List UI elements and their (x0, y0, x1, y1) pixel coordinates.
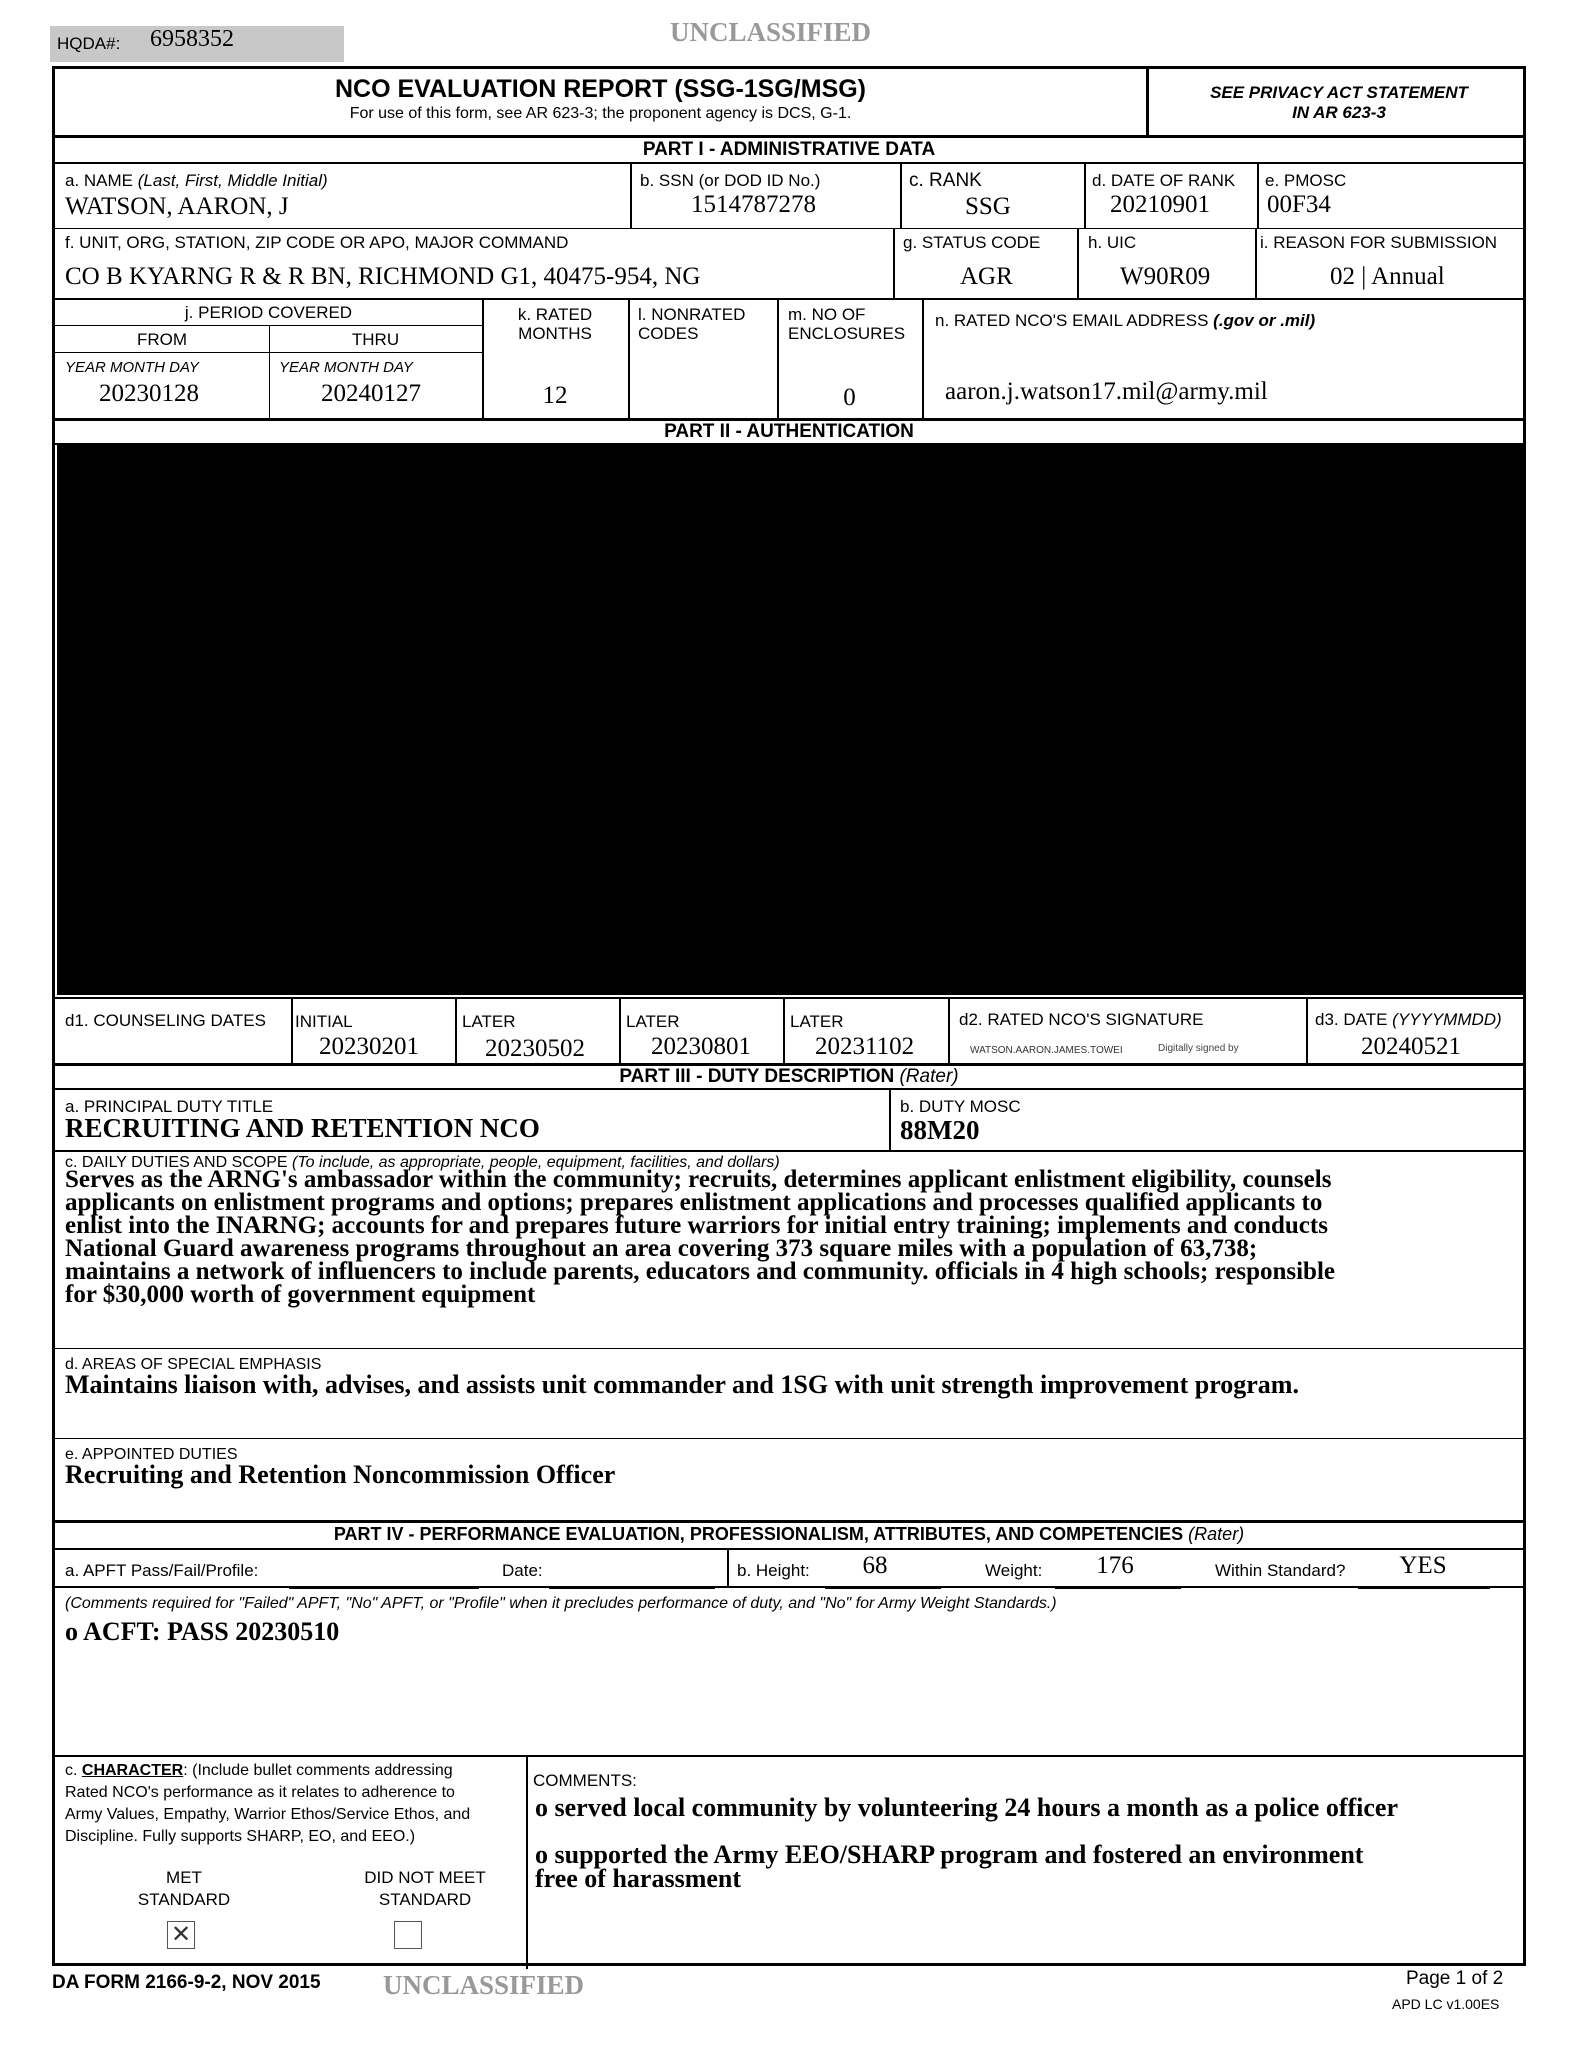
character-comments-label: COMMENTS: (533, 1771, 637, 1790)
daily-duties-text: Serves as the ARNG's ambassador within the community; recruits, determines applicant enlistment eligibility, counsels applicants on enlistment programs and options; prepares enlistment applications and processes qualified applicants to enlist into the INARNG; accounts for and prepares future warriors for initial entry training; implements and conducts National Guard awareness programs throughout an area covering 373 square miles with a population of 63,738; maintains a network of influencers to include parents, educators and community. officials in 4 high schools; responsible for $30,000 worth of government equipment (65, 1166, 1335, 1308)
pmosc-label: e. PMOSC (1265, 171, 1347, 190)
signature-digital: Digitally signed by (1158, 1043, 1239, 1054)
counseling-date-1: 20230201 (319, 1033, 419, 1060)
comments-note: (Comments required for "Failed" APFT, "No" APFT, or "Profile" when it precludes performance of duty, and "No" for Army Weight Standards.) (65, 1595, 1057, 1612)
counseling-dates-label: d1. COUNSELING DATES (65, 1011, 266, 1030)
from-ymd-label: YEAR MONTH DAY (65, 359, 199, 376)
met-standard-label: MET STANDARD (137, 1868, 231, 1909)
signature-date-value: 20240521 (1361, 1033, 1461, 1060)
uic-value: W90R09 (1120, 263, 1211, 290)
from-label: FROM (136, 330, 188, 349)
counseling-date-4: 20231102 (815, 1033, 915, 1060)
counseling-later-label-1: LATER (462, 1012, 516, 1031)
uic-label: h. UIC (1088, 233, 1137, 252)
date-of-rank-value: 20210901 (1110, 191, 1210, 218)
ssn-label: b. SSN (or DOD ID No.) (640, 171, 821, 190)
part4-heading: PART IV - PERFORMANCE EVALUATION, PROFESSIONALISM, ATTRIBUTES, AND COMPETENCIES (Rater) (333, 1524, 1245, 1544)
privacy-line-2: IN AR 623-3 (1292, 103, 1386, 122)
part3-heading: PART III - DUTY DESCRIPTION (Rater) (619, 1066, 959, 1087)
nonrated-codes-label: l. NONRATED CODES (638, 305, 746, 343)
met-standard-check-mark: ✕ (170, 1921, 192, 1948)
thru-date: 20240127 (321, 380, 421, 407)
enclosures-label: m. NO OF ENCLOSURES (788, 305, 906, 343)
duty-mosc-value: 88M20 (900, 1115, 980, 1145)
from-date: 20230128 (99, 380, 199, 407)
hqda-label: HQDA#: (57, 34, 121, 53)
part1-heading: PART I - ADMINISTRATIVE DATA (642, 139, 936, 160)
signature-label: d2. RATED NCO'S SIGNATURE (959, 1010, 1204, 1029)
hqda-number: 6958352 (150, 26, 234, 52)
height-label: b. Height: (737, 1561, 810, 1580)
appointed-duties-label: e. APPOINTED DUTIES (65, 1446, 238, 1463)
did-not-meet-label: DID NOT MEET STANDARD (364, 1868, 486, 1909)
status-code-label: g. STATUS CODE (903, 233, 1041, 252)
met-standard-checkbox[interactable] (167, 1921, 195, 1949)
acft-result: o ACFT: PASS 20230510 (65, 1617, 340, 1646)
rank-value: SSG (965, 193, 1011, 220)
apft-date-label: Date: (502, 1561, 543, 1580)
period-covered-label: j. PERIOD COVERED (184, 303, 353, 322)
counseling-date-3: 20230801 (651, 1033, 751, 1060)
classification-top: UNCLASSIFIED (670, 17, 872, 47)
counseling-initial-label: INITIAL (295, 1012, 353, 1031)
form-subtitle: For use of this form, see AR 623-3; the proponent agency is DCS, G-1. (349, 105, 852, 122)
character-instructions: c. CHARACTER: (Include bullet comments addressing Rated NCO's performance as it relates to adherence to Army Values, Empathy, Warrior Ethos/Service Ethos, and Discipline. Fully supports SHARP, EO, and EEO.) (65, 1762, 471, 1845)
form-title: NCO EVALUATION REPORT (SSG-1SG/MSG) (334, 75, 867, 103)
apft-label: a. APFT Pass/Fail/Profile: (65, 1561, 259, 1580)
classification-bottom: UNCLASSIFIED (383, 1970, 585, 2000)
part2-heading: PART II - AUTHENTICATION (664, 421, 914, 442)
special-emphasis-label: d. AREAS OF SPECIAL EMPHASIS (65, 1356, 322, 1373)
special-emphasis-value: Maintains liaison with, advises, and assists unit commander and 1SG with unit strength improvement program. (65, 1370, 1299, 1399)
name-value: WATSON, AARON, J (65, 193, 289, 220)
signature-text: WATSON.AARON.JAMES.TOWEI (970, 1045, 1123, 1056)
rated-months-label: k. RATED MONTHS (517, 305, 593, 343)
ssn-value: 1514787278 (691, 191, 816, 218)
counseling-later-label-3: LATER (790, 1012, 844, 1031)
duty-title-label: a. PRINCIPAL DUTY TITLE (65, 1097, 274, 1116)
within-standard-label: Within Standard? (1215, 1561, 1346, 1580)
duty-title-value: RECRUITING AND RETENTION NCO (65, 1113, 540, 1143)
thru-label: THRU (351, 330, 400, 349)
status-code-value: AGR (960, 263, 1013, 290)
weight-label: Weight: (985, 1561, 1043, 1580)
privacy-line-1: SEE PRIVACY ACT STATEMENT (1210, 83, 1468, 102)
redacted-block (57, 445, 1523, 995)
form-id: DA FORM 2166-9-2, NOV 2015 (52, 1972, 321, 1993)
reason-label: i. REASON FOR SUBMISSION (1260, 233, 1498, 252)
character-comment-1: o served local community by volunteering 24 hours a month as a police officer (535, 1793, 1398, 1822)
page-number: Page 1 of 2 (1406, 1968, 1504, 1989)
signature-date-label: d3. DATE (YYYYMMDD) (1315, 1010, 1502, 1029)
did-not-meet-checkbox[interactable] (394, 1921, 422, 1949)
rated-months-value: 12 (542, 382, 568, 409)
email-label: n. RATED NCO'S EMAIL ADDRESS (.gov or .mil) (935, 311, 1316, 330)
appointed-duties-value: Recruiting and Retention Noncommission Officer (65, 1460, 616, 1489)
form-version: APD LC v1.00ES (1392, 1996, 1500, 2012)
email-value: aaron.j.watson17.mil@army.mil (945, 378, 1268, 405)
unit-label: f. UNIT, ORG, STATION, ZIP CODE OR APO, MAJOR COMMAND (65, 233, 569, 252)
within-standard-value: YES (1399, 1552, 1447, 1579)
counseling-date-2: 20230502 (485, 1035, 585, 1062)
pmosc-value: 00F34 (1267, 191, 1331, 218)
reason-value: 02 | Annual (1330, 263, 1445, 290)
weight-value: 176 (1096, 1552, 1134, 1579)
counseling-later-label-2: LATER (626, 1012, 680, 1031)
thru-ymd-label: YEAR MONTH DAY (279, 359, 413, 376)
height-value: 68 (862, 1552, 888, 1579)
form-frame (52, 66, 1526, 1966)
character-comment-2: o supported the Army EEO/SHARP program and fostered an environment free of harassment (535, 1840, 1364, 1893)
date-of-rank-label: d. DATE OF RANK (1092, 171, 1236, 190)
rank-label: c. RANK (909, 170, 982, 191)
enclosures-value: 0 (843, 384, 856, 411)
unit-value: CO B KYARNG R & R BN, RICHMOND G1, 40475-954, NG (65, 263, 701, 290)
daily-duties-label: c. DAILY DUTIES AND SCOPE (To include, as appropriate, people, equipment, facilities, and dollars) (65, 1154, 780, 1171)
duty-mosc-label: b. DUTY MOSC (900, 1097, 1021, 1116)
name-label: a. NAME (Last, First, Middle Initial) (65, 171, 328, 190)
